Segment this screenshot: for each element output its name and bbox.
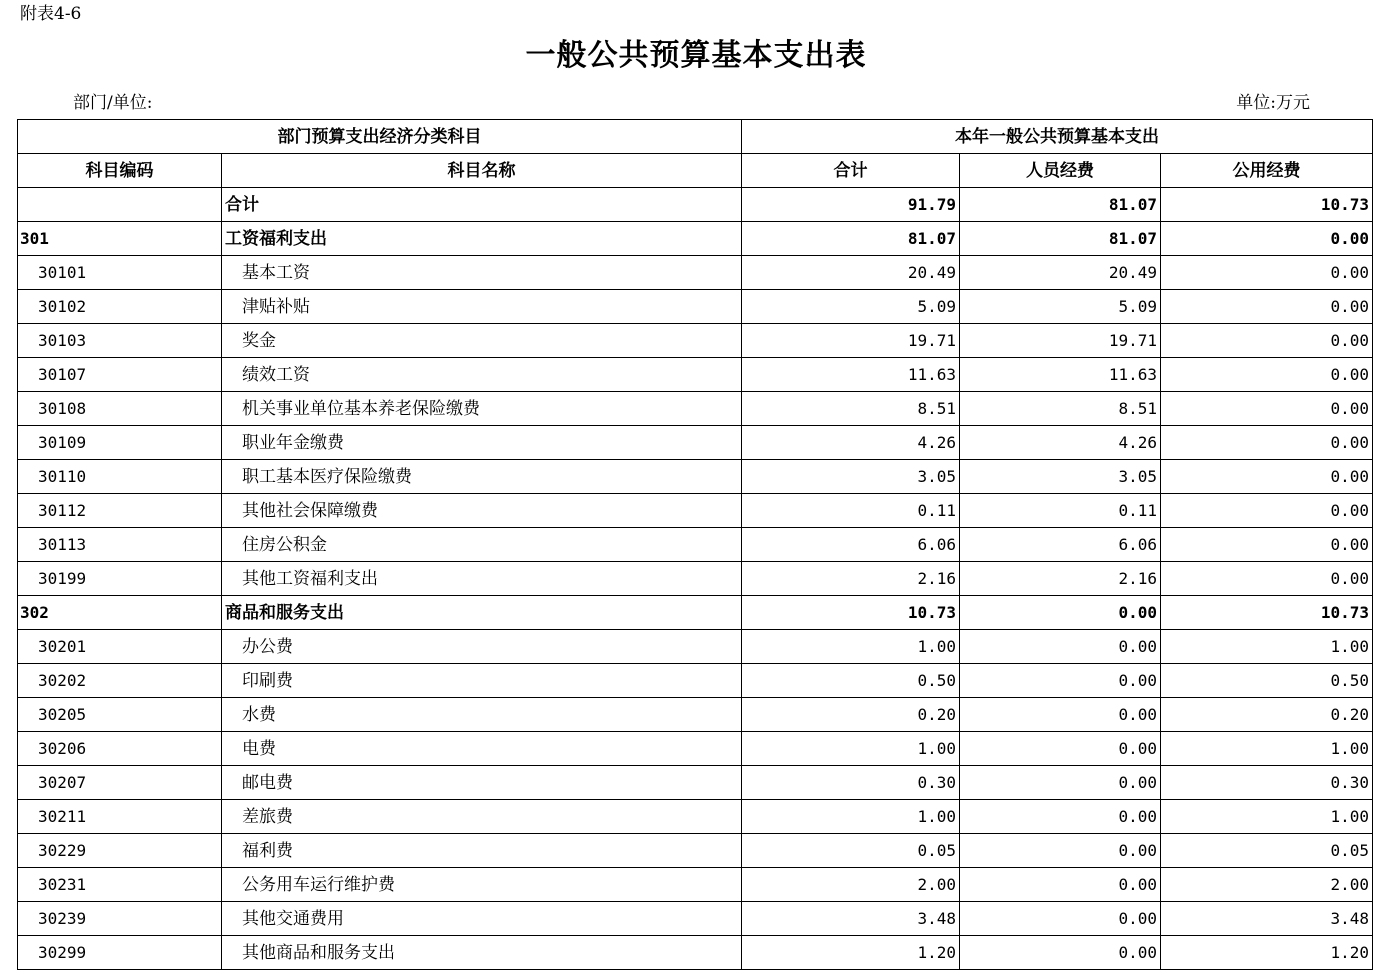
table-row: [18, 290, 1373, 324]
row-public-cell: [1161, 358, 1373, 392]
row-total-value: 20.49: [907, 262, 956, 282]
row-personnel-value: 0.00: [1118, 636, 1157, 656]
row-code-cell: [18, 460, 222, 494]
row-personnel-cell: [960, 256, 1161, 290]
row-personnel-value: 0.11: [1118, 500, 1157, 520]
table-row: [18, 868, 1373, 902]
row-total-cell: [742, 698, 960, 732]
row-name-cell: 基本工资: [222, 256, 742, 290]
row-name-cell: 奖金: [222, 324, 742, 358]
department-label: 部门/单位:: [73, 93, 153, 113]
row-public-cell: [1161, 766, 1373, 800]
current-year-header: 本年一般公共预算基本支出: [742, 120, 1373, 154]
table-row: [18, 460, 1373, 494]
row-personnel-cell: [960, 664, 1161, 698]
budget-table: [17, 119, 1373, 970]
row-total-value: 4.26: [917, 432, 956, 452]
code-column-header: 科目编码: [18, 154, 222, 188]
row-code-cell: [18, 902, 222, 936]
row-personnel-cell: [960, 902, 1161, 936]
row-name-cell: 职业年金缴费: [222, 426, 742, 460]
table-row: [18, 426, 1373, 460]
row-personnel-value: 0.00: [1118, 840, 1157, 860]
row-public-value: 0.00: [1330, 296, 1370, 316]
row-total-value: 3.05: [917, 466, 956, 486]
row-public-value: 0.00: [1330, 466, 1370, 486]
table-row: [18, 698, 1373, 732]
row-code-cell: [18, 188, 222, 222]
row-total-cell: [742, 936, 960, 970]
row-public-cell: [1161, 664, 1373, 698]
row-total-value: 1.00: [917, 738, 956, 758]
row-personnel-cell: [960, 766, 1161, 800]
row-name-cell: 合计: [222, 188, 742, 222]
row-public-cell: [1161, 256, 1373, 290]
table-row: [18, 358, 1373, 392]
row-name-cell: 其他社会保障缴费: [222, 494, 742, 528]
row-public-cell: [1161, 698, 1373, 732]
row-code-cell: [18, 392, 222, 426]
row-name-cell: 电费: [222, 732, 742, 766]
row-public-cell: [1161, 290, 1373, 324]
row-total-value: 0.11: [917, 500, 956, 520]
row-code-value: 30107: [38, 364, 87, 384]
row-personnel-value: 0.00: [1118, 602, 1157, 622]
row-name-cell: 邮电费: [222, 766, 742, 800]
table-row: [18, 834, 1373, 868]
row-personnel-cell: [960, 596, 1161, 630]
row-total-cell: [742, 222, 960, 256]
row-public-value: 1.00: [1330, 806, 1370, 826]
row-personnel-value: 0.00: [1118, 738, 1157, 758]
table-row: [18, 222, 1373, 256]
row-code-value: 30110: [38, 466, 87, 486]
total-column-header: 合计: [742, 154, 960, 188]
row-total-cell: [742, 596, 960, 630]
row-name-cell: 津贴补贴: [222, 290, 742, 324]
row-total-cell: [742, 256, 960, 290]
row-code-value: 30101: [38, 262, 87, 282]
table-row: [18, 562, 1373, 596]
row-personnel-cell: [960, 222, 1161, 256]
table-row: [18, 188, 1373, 222]
row-public-value: 0.20: [1330, 704, 1370, 724]
row-name-cell: 住房公积金: [222, 528, 742, 562]
row-total-value: 81.07: [907, 228, 956, 248]
row-public-cell: [1161, 630, 1373, 664]
row-public-cell: [1161, 800, 1373, 834]
row-public-cell: [1161, 426, 1373, 460]
row-code-cell: [18, 358, 222, 392]
row-personnel-cell: [960, 528, 1161, 562]
row-total-cell: [742, 392, 960, 426]
row-public-cell: [1161, 188, 1373, 222]
table-row: [18, 902, 1373, 936]
row-public-value: 0.00: [1330, 364, 1370, 384]
row-public-cell: [1161, 528, 1373, 562]
table-row: [18, 392, 1373, 426]
row-public-value: 0.00: [1330, 228, 1370, 248]
row-personnel-value: 0.00: [1118, 908, 1157, 928]
row-personnel-value: 81.07: [1108, 228, 1157, 248]
row-total-cell: [742, 732, 960, 766]
row-personnel-cell: [960, 630, 1161, 664]
row-personnel-cell: [960, 460, 1161, 494]
row-total-cell: [742, 358, 960, 392]
group-header-row: [18, 120, 1373, 154]
row-total-value: 5.09: [917, 296, 956, 316]
row-public-cell: [1161, 902, 1373, 936]
row-public-cell: [1161, 562, 1373, 596]
row-total-value: 0.50: [917, 670, 956, 690]
row-total-value: 0.30: [917, 772, 956, 792]
row-public-cell: [1161, 596, 1373, 630]
row-name-cell: 职工基本医疗保险缴费: [222, 460, 742, 494]
row-code-cell: [18, 800, 222, 834]
row-personnel-cell: [960, 562, 1161, 596]
row-public-value: 0.00: [1330, 262, 1370, 282]
row-code-value: 30102: [38, 296, 87, 316]
row-personnel-value: 0.00: [1118, 942, 1157, 962]
row-public-value: 0.00: [1330, 500, 1370, 520]
table-row: [18, 936, 1373, 970]
row-personnel-cell: [960, 324, 1161, 358]
row-total-value: 1.00: [917, 636, 956, 656]
row-personnel-cell: [960, 868, 1161, 902]
row-total-cell: [742, 800, 960, 834]
row-total-value: 91.79: [907, 194, 956, 214]
row-personnel-value: 8.51: [1118, 398, 1157, 418]
row-code-cell: [18, 732, 222, 766]
row-personnel-cell: [960, 188, 1161, 222]
row-public-value: 10.73: [1320, 602, 1370, 622]
row-personnel-value: 81.07: [1108, 194, 1157, 214]
row-total-cell: [742, 188, 960, 222]
row-public-cell: [1161, 936, 1373, 970]
row-public-cell: [1161, 868, 1373, 902]
row-code-value: 30201: [38, 636, 87, 656]
row-total-value: 1.00: [917, 806, 956, 826]
table-row: [18, 528, 1373, 562]
table-row: [18, 664, 1373, 698]
row-code-cell: [18, 290, 222, 324]
row-total-value: 19.71: [907, 330, 956, 350]
row-code-cell: [18, 222, 222, 256]
row-name-cell: 商品和服务支出: [222, 596, 742, 630]
row-code-cell: [18, 698, 222, 732]
row-total-cell: [742, 664, 960, 698]
row-personnel-value: 3.05: [1118, 466, 1157, 486]
row-public-value: 10.73: [1320, 194, 1370, 214]
row-name-cell: 印刷费: [222, 664, 742, 698]
row-total-cell: [742, 562, 960, 596]
row-total-cell: [742, 426, 960, 460]
row-public-value: 1.00: [1330, 636, 1370, 656]
table-row: [18, 324, 1373, 358]
row-name-cell: 其他商品和服务支出: [222, 936, 742, 970]
row-total-cell: [742, 766, 960, 800]
row-code-value: 30202: [38, 670, 87, 690]
personnel-column-header: 人员经费: [960, 154, 1161, 188]
row-name-cell: 其他工资福利支出: [222, 562, 742, 596]
row-personnel-cell: [960, 698, 1161, 732]
row-total-value: 11.63: [907, 364, 956, 384]
row-code-cell: [18, 256, 222, 290]
row-total-cell: [742, 868, 960, 902]
table-row: [18, 766, 1373, 800]
row-name-cell: 福利费: [222, 834, 742, 868]
row-code-value: 302: [20, 602, 49, 622]
row-code-value: 30205: [38, 704, 87, 724]
row-total-value: 0.05: [917, 840, 956, 860]
row-public-value: 2.00: [1330, 874, 1370, 894]
row-code-value: 30231: [38, 874, 87, 894]
column-header-row: [18, 154, 1373, 188]
row-code-cell: [18, 936, 222, 970]
row-name-cell: 水费: [222, 698, 742, 732]
row-public-value: 1.20: [1330, 942, 1370, 962]
row-code-value: 30103: [38, 330, 87, 350]
row-code-value: 30229: [38, 840, 87, 860]
row-code-cell: [18, 664, 222, 698]
row-code-cell: [18, 562, 222, 596]
row-personnel-value: 6.06: [1118, 534, 1157, 554]
row-personnel-value: 19.71: [1108, 330, 1157, 350]
row-total-value: 6.06: [917, 534, 956, 554]
row-code-value: 301: [20, 228, 49, 248]
row-public-value: 0.00: [1330, 398, 1370, 418]
row-code-value: 30109: [38, 432, 87, 452]
row-total-value: 8.51: [917, 398, 956, 418]
table-row: [18, 800, 1373, 834]
row-code-value: 30211: [38, 806, 87, 826]
row-public-cell: [1161, 222, 1373, 256]
row-personnel-cell: [960, 494, 1161, 528]
row-total-value: 10.73: [907, 602, 956, 622]
row-code-value: 30299: [38, 942, 87, 962]
row-public-cell: [1161, 460, 1373, 494]
row-code-cell: [18, 426, 222, 460]
row-code-cell: [18, 766, 222, 800]
row-public-value: 0.05: [1330, 840, 1370, 860]
row-personnel-value: 20.49: [1108, 262, 1157, 282]
page-title: 一般公共预算基本支出表: [525, 38, 867, 73]
row-code-cell: [18, 630, 222, 664]
row-total-value: 3.48: [917, 908, 956, 928]
row-total-cell: [742, 528, 960, 562]
row-personnel-value: 4.26: [1118, 432, 1157, 452]
table-row: [18, 596, 1373, 630]
row-personnel-value: 0.00: [1118, 704, 1157, 724]
row-public-value: 0.00: [1330, 330, 1370, 350]
row-public-value: 1.00: [1330, 738, 1370, 758]
row-personnel-value: 11.63: [1108, 364, 1157, 384]
row-code-cell: [18, 324, 222, 358]
row-code-value: 30108: [38, 398, 87, 418]
row-name-cell: 办公费: [222, 630, 742, 664]
row-personnel-value: 2.16: [1118, 568, 1157, 588]
row-total-cell: [742, 494, 960, 528]
classification-header: 部门预算支出经济分类科目: [18, 120, 742, 154]
row-personnel-value: 0.00: [1118, 772, 1157, 792]
row-total-cell: [742, 460, 960, 494]
row-public-cell: [1161, 392, 1373, 426]
row-total-value: 0.20: [917, 704, 956, 724]
row-code-cell: [18, 868, 222, 902]
row-personnel-cell: [960, 834, 1161, 868]
row-personnel-cell: [960, 392, 1161, 426]
row-public-value: 0.00: [1330, 534, 1370, 554]
row-total-cell: [742, 902, 960, 936]
row-public-value: 0.00: [1330, 432, 1370, 452]
row-personnel-cell: [960, 290, 1161, 324]
row-public-value: 0.30: [1330, 772, 1370, 792]
row-name-cell: 公务用车运行维护费: [222, 868, 742, 902]
row-total-value: 2.16: [917, 568, 956, 588]
row-code-value: 30239: [38, 908, 87, 928]
row-code-cell: [18, 494, 222, 528]
row-personnel-value: 5.09: [1118, 296, 1157, 316]
unit-label: 单位:万元: [1236, 93, 1310, 113]
appendix-label: 附表4-6: [20, 4, 82, 24]
row-name-cell: 绩效工资: [222, 358, 742, 392]
row-personnel-value: 0.00: [1118, 806, 1157, 826]
row-name-cell: 工资福利支出: [222, 222, 742, 256]
row-code-value: 30207: [38, 772, 87, 792]
row-public-cell: [1161, 834, 1373, 868]
row-total-cell: [742, 630, 960, 664]
row-total-value: 1.20: [917, 942, 956, 962]
row-personnel-value: 0.00: [1118, 874, 1157, 894]
row-code-value: 30113: [38, 534, 87, 554]
row-code-cell: [18, 596, 222, 630]
table-row: [18, 494, 1373, 528]
row-name-cell: 机关事业单位基本养老保险缴费: [222, 392, 742, 426]
row-personnel-value: 0.00: [1118, 670, 1157, 690]
row-personnel-cell: [960, 936, 1161, 970]
row-name-cell: 其他交通费用: [222, 902, 742, 936]
row-personnel-cell: [960, 732, 1161, 766]
row-total-value: 2.00: [917, 874, 956, 894]
table-row: [18, 256, 1373, 290]
name-column-header: 科目名称: [222, 154, 742, 188]
row-public-cell: [1161, 324, 1373, 358]
row-code-cell: [18, 834, 222, 868]
row-public-value: 3.48: [1330, 908, 1370, 928]
row-total-cell: [742, 324, 960, 358]
row-personnel-cell: [960, 426, 1161, 460]
public-column-header: 公用经费: [1161, 154, 1373, 188]
row-total-cell: [742, 290, 960, 324]
row-public-value: 0.00: [1330, 568, 1370, 588]
table-row: [18, 630, 1373, 664]
row-code-cell: [18, 528, 222, 562]
row-public-cell: [1161, 494, 1373, 528]
row-code-value: 30206: [38, 738, 87, 758]
table-row: [18, 732, 1373, 766]
row-personnel-cell: [960, 800, 1161, 834]
row-public-value: 0.50: [1330, 670, 1370, 690]
row-public-cell: [1161, 732, 1373, 766]
row-code-value: 30112: [38, 500, 87, 520]
row-total-cell: [742, 834, 960, 868]
row-code-value: 30199: [38, 568, 87, 588]
row-name-cell: 差旅费: [222, 800, 742, 834]
row-personnel-cell: [960, 358, 1161, 392]
